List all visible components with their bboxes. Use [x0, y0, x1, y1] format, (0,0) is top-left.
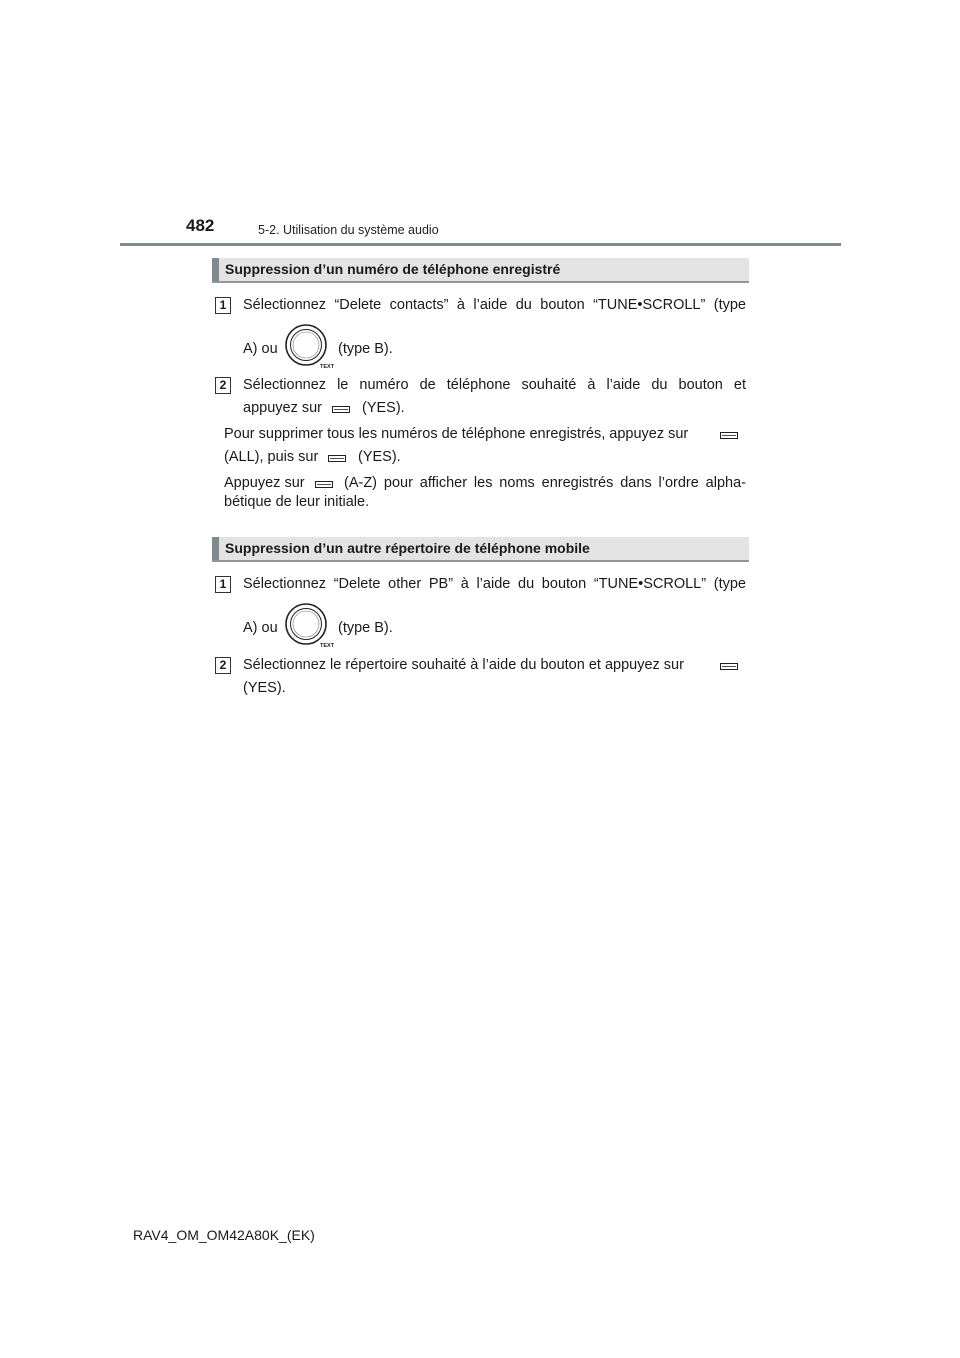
step-badge-2: 2	[215, 657, 231, 674]
step2-line1-pre: Sélectionnez le répertoire souhaité à l’aide du bouton et appuyez sur	[243, 657, 684, 673]
section-header: 5-2. Utilisation du système audio	[258, 223, 439, 237]
step1-line1: Sélectionnez “Delete contacts” à l’aide du bouton “TUNE•SCROLL” (type	[243, 297, 746, 313]
step2-line1: Sélectionnez le numéro de téléphone souhaité à l’aide du bouton et	[243, 377, 746, 393]
step2-line2: (YES).	[243, 680, 286, 696]
note1-line2-post: (YES).	[358, 449, 401, 465]
note2-line1-pre: Appuyez sur	[224, 475, 305, 491]
footer-code: RAV4_OM_OM42A80K_(EK)	[133, 1227, 315, 1243]
heading-accent	[212, 537, 219, 560]
section-heading-2	[212, 537, 749, 562]
note2-line2: bétique de leur initiale.	[224, 494, 370, 510]
note1-line2-pre: (ALL), puis sur	[224, 449, 319, 465]
button-icon	[720, 432, 738, 439]
tune-knob-icon	[284, 323, 335, 370]
tune-knob-icon	[284, 602, 335, 649]
button-icon	[720, 663, 738, 670]
button-icon	[332, 406, 350, 413]
section-heading-1-text: Suppression d’un numéro de téléphone enregistré	[225, 261, 561, 277]
step2-line2-post: (YES).	[362, 400, 405, 416]
note2-line1-post: (A-Z) pour afficher les noms enregistrés dans l’ordre alpha-	[344, 475, 746, 491]
heading-accent	[212, 258, 219, 281]
step2-line2-pre: appuyez sur	[243, 400, 322, 416]
section-heading-1	[212, 258, 749, 283]
header-rule	[120, 243, 841, 246]
section-heading-2-text: Suppression d’un autre répertoire de téléphone mobile	[225, 540, 590, 556]
step-badge-1: 1	[215, 297, 231, 314]
step-badge-2: 2	[215, 377, 231, 394]
step1-line1: Sélectionnez “Delete other PB” à l’aide du bouton “TUNE•SCROLL” (type	[243, 576, 746, 592]
button-icon	[328, 455, 346, 462]
note1-line1: Pour supprimer tous les numéros de téléphone enregistrés, appuyez sur	[224, 426, 689, 442]
step-badge-1: 1	[215, 576, 231, 593]
step1-line2-pre: A) ou	[243, 341, 278, 357]
page-number: 482	[186, 216, 215, 235]
knob-label: TEXT	[320, 643, 335, 649]
knob-label: TEXT	[320, 364, 335, 370]
step1-line2-post: (type B).	[338, 341, 393, 357]
step1-line2-post: (type B).	[338, 620, 393, 636]
step1-line2-pre: A) ou	[243, 620, 278, 636]
button-icon	[315, 481, 333, 488]
